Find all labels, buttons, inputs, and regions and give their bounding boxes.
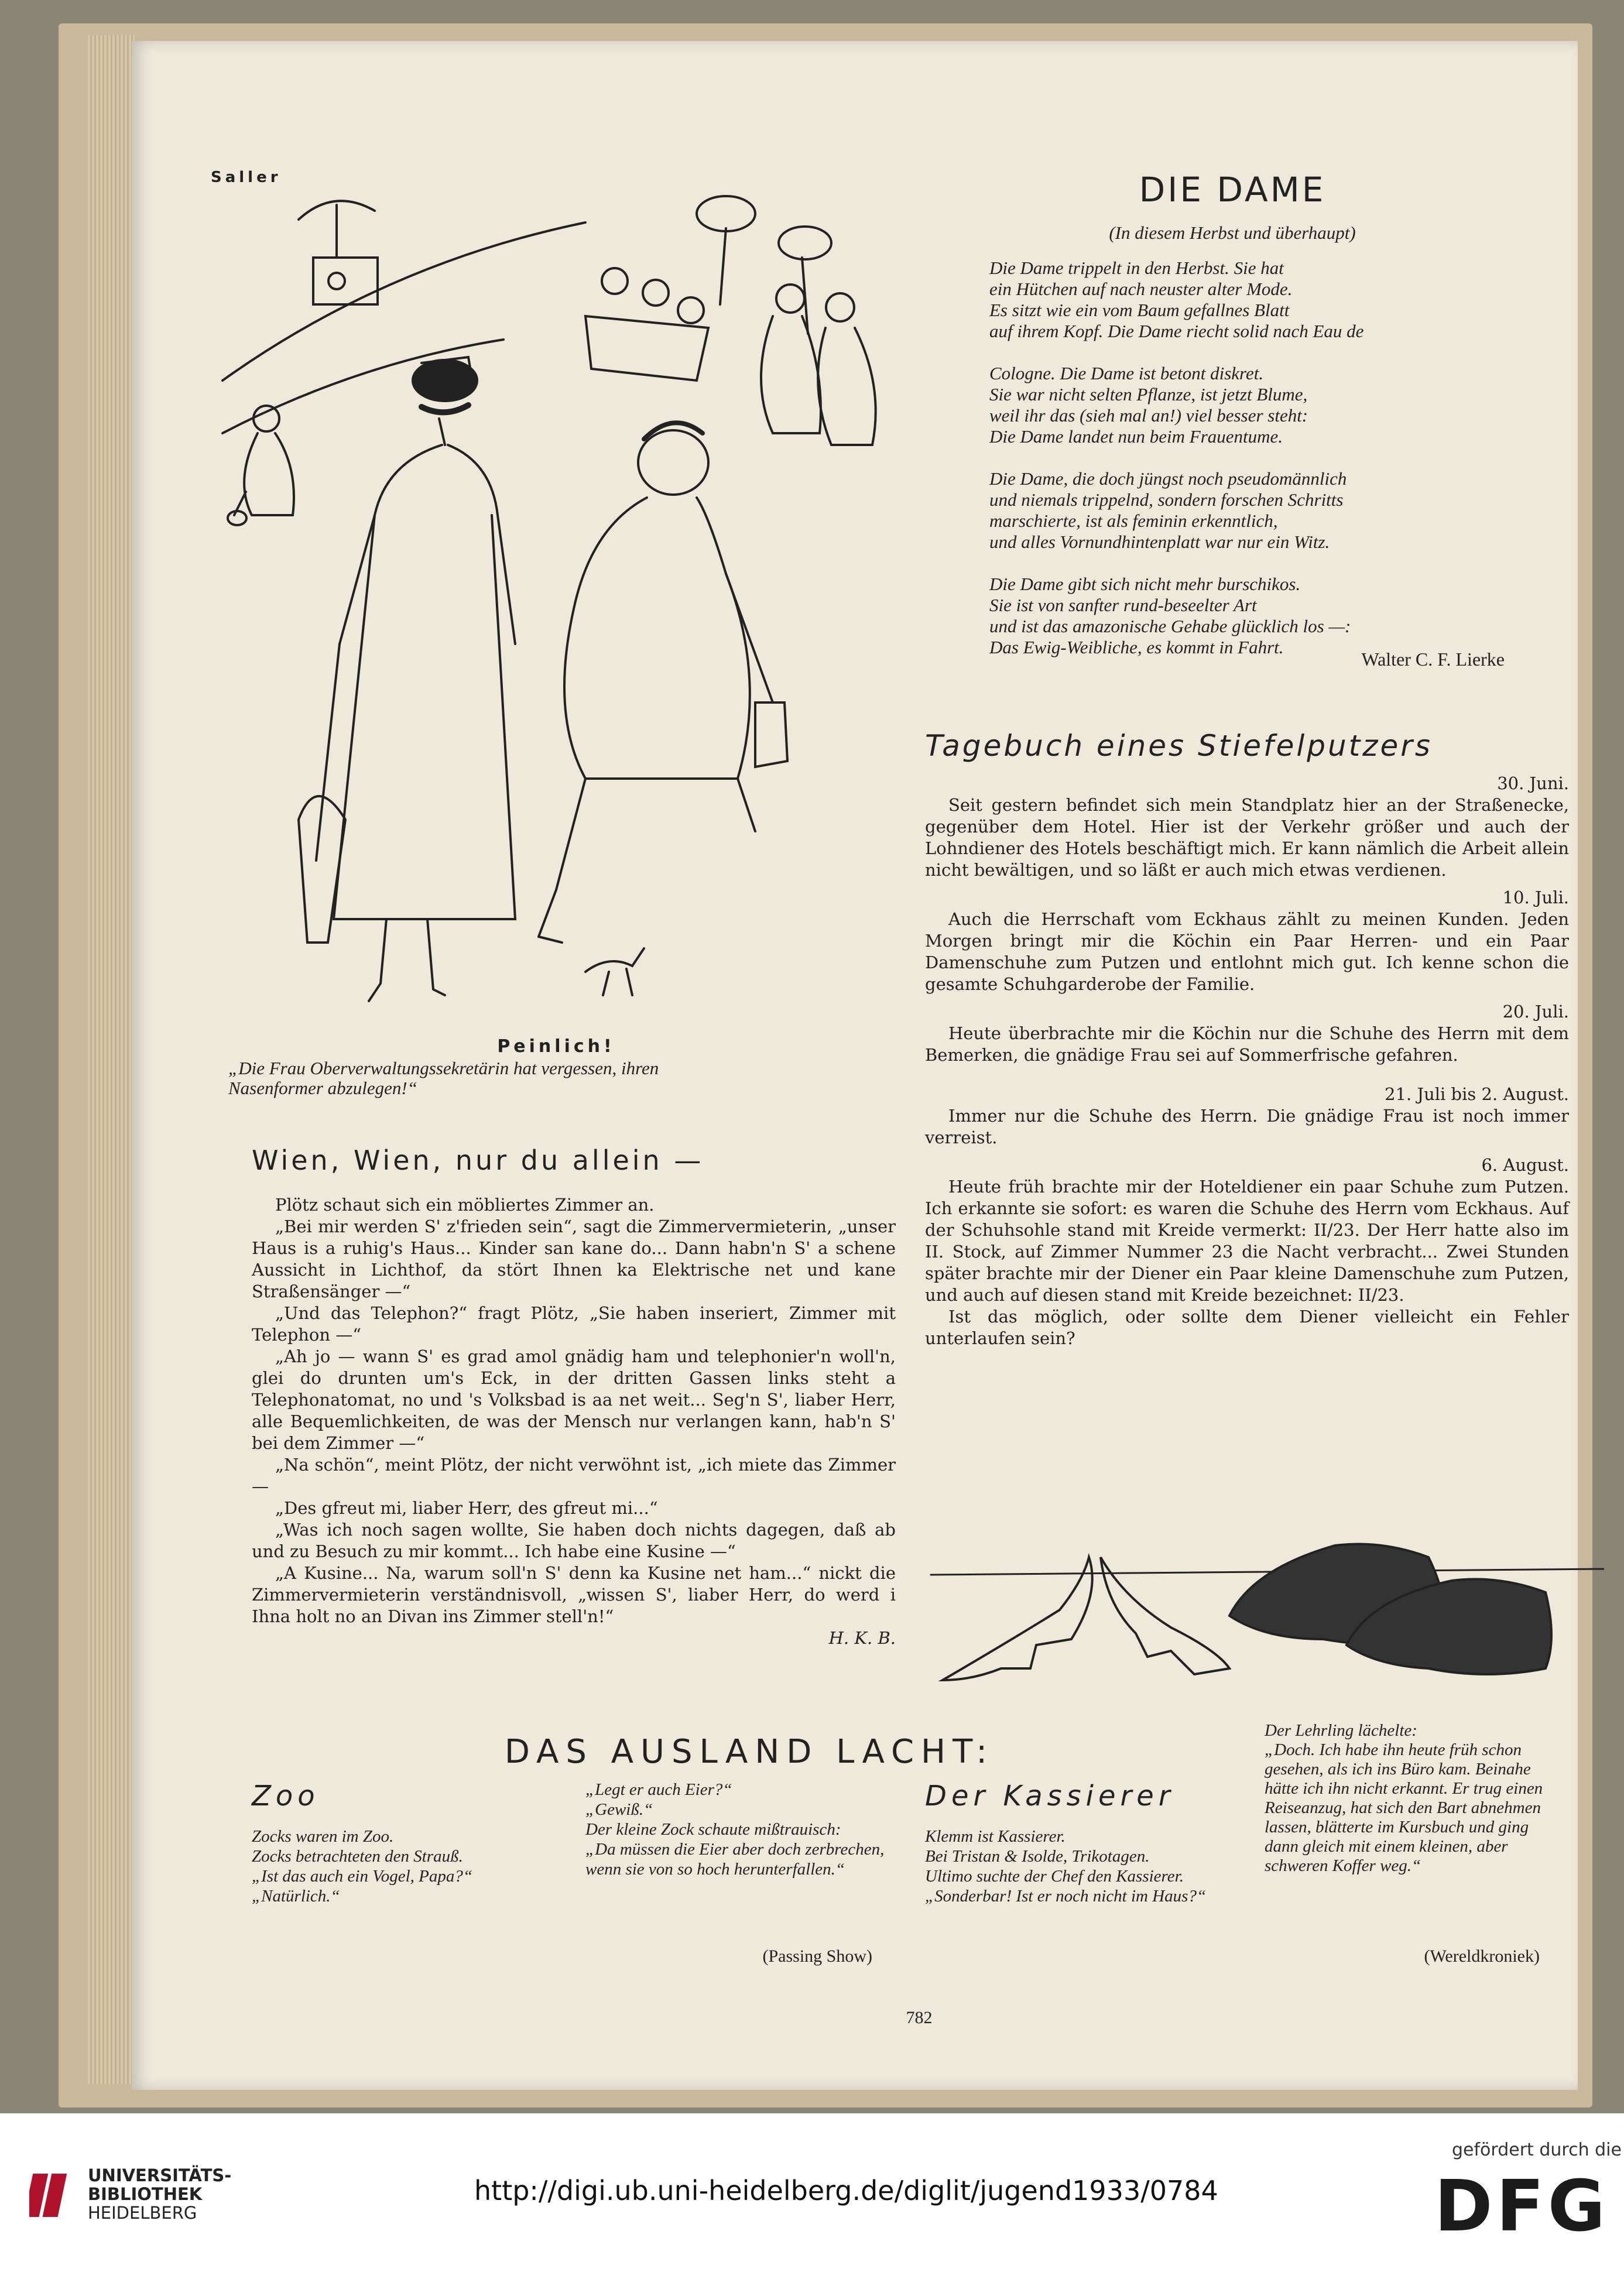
tagebuch-body	[925, 773, 1569, 1349]
wien-body	[252, 1194, 896, 1649]
library-name-line: UNIVERSITÄTS-	[88, 2165, 232, 2185]
zoo-line: „Natürlich.“	[252, 1887, 340, 1906]
zoo-line: „Da müssen die Eier aber doch zerbrechen, wenn sie von so hoch herunterfallen.“	[585, 1840, 885, 1879]
entry-text: Immer nur die Schuhe des Herrn. Die gnädige Frau ist noch immer verreist.	[925, 1106, 1569, 1147]
cartoon-caption	[228, 1058, 902, 1098]
zoo-source: (Passing Show)	[762, 1947, 872, 1966]
university-library-name	[88, 2166, 231, 2222]
poem-line: Die Dame, die doch jüngst noch pseudomännlich	[989, 468, 1347, 489]
library-name-line: BIBLIOTHEK	[88, 2184, 203, 2204]
poem-line: weil ihr das (sieh mal an!) viel besser steht:	[989, 405, 1308, 426]
kassierer-column-2	[1265, 1721, 1551, 1876]
entry-date: 21. Juli bis 2. August.	[1385, 1084, 1569, 1104]
kassierer-source: (Wereldkroniek)	[1424, 1947, 1540, 1966]
wien-paragraph: „Na schön“, meint Plötz, der nicht verwöhnt ist, „ich miete das Zimmer —	[252, 1455, 896, 1496]
cartoon-illustration	[211, 187, 902, 1019]
poem-title: DIE DAME	[1139, 170, 1326, 210]
permalink-url[interactable]: http://digi.ub.uni-heidelberg.de/diglit/jugend1933/0784	[474, 2175, 1218, 2206]
entry-text: Seit gestern befindet sich mein Standplatz hier an der Straßenecke, gegenüber dem Hotel. Hier ist der Verkehr größer und auch der Lohndiener des Hotels beschäftigt mich. Er kann nämlich die Arbeit allein nicht bewältigen, und so läßt er auch mich etwas verdienen.	[925, 795, 1569, 880]
wien-paragraph: „Ah jo — wann S' es grad amol gnädig ham und telephonier'n woll'n, glei do drunten um's Eck, in der dritten Gassen links steht a Telephonatomat, no und 's Volksbad is aa net weit... Seg'n S', liaber Herr, alle Bequemlichkeiten, de was der Mensch nur verlangen kann, hab'n S' bei dem Zimmer —“	[252, 1346, 896, 1453]
zoo-column-2	[585, 1780, 896, 1879]
wien-paragraph: „Bei mir werden S' z'frieden sein“, sagt die Zimmervermieterin, „unser Haus is a ruhig's Haus... Kinder san kane do... Dann habn'n S' a schene Aussicht in Lichthof, da stört Ihnen ka Elektrische net und kane Straßensänger —“	[252, 1216, 896, 1301]
page-stack-edge	[88, 35, 135, 2084]
poem-line: Sie ist von sanfter rund-beseelter Art	[989, 595, 1257, 615]
zoo-line: Der kleine Zock schaute mißtrauisch:	[585, 1820, 841, 1839]
shoes-illustration	[925, 1522, 1604, 1686]
library-name-line: HEIDELBERG	[88, 2203, 197, 2223]
poem-line: Die Dame gibt sich nicht mehr burschikos.	[989, 574, 1301, 594]
poem-line: und niemals trippelnd, sondern forschen Schritts	[989, 489, 1344, 510]
poem-line: Die Dame landet nun beim Frauentume.	[989, 426, 1283, 447]
ausland-header: DAS AUSLAND LACHT:	[504, 1733, 995, 1771]
zoo-column-1	[252, 1826, 556, 1906]
poem-stanza	[989, 574, 1540, 658]
dfg-logo: DFG	[1434, 2166, 1609, 2247]
poem-line: Es sitzt wie ein vom Baum gefallnes Blatt	[989, 300, 1290, 320]
poem-subtitle: (In diesem Herbst und überhaupt)	[1109, 222, 1356, 243]
wien-paragraph: „Was ich noch sagen wollte, Sie haben doch nichts dagegen, daß ab und zu Besuch zu mir kommt... Ich habe eine Kusine —“	[252, 1520, 896, 1561]
wien-paragraph: „A Kusine... Na, warum soll'n S' denn ka Kusine net ham...“ nickt die Zimmervermieterin verständnisvoll, „wissen S', liaber Herr, do werd i Ihna holt no an Divan ins Zimmer stell'n!“	[252, 1563, 896, 1626]
entry-text: Heute überbrachte mir die Köchin nur die Schuhe des Herrn mit dem Bemerken, die gnädige Frau sei auf Sommerfrische gefahren.	[925, 1023, 1569, 1065]
zoo-line: „Ist das auch ein Vogel, Papa?“	[252, 1867, 472, 1886]
zoo-line: Zocks betrachteten den Strauß.	[252, 1847, 463, 1866]
caption-line: Nasenformer abzulegen!“	[228, 1078, 417, 1098]
zoo-title: Zoo	[252, 1780, 320, 1812]
cartoon-caption-title: Peinlich!	[497, 1036, 615, 1057]
poem-line: marschierte, ist als feminin erkenntlich,	[989, 510, 1278, 531]
wien-paragraph: „Des gfreut mi, liaber Herr, des gfreut mi...“	[275, 1498, 658, 1518]
kassierer-line: „Doch. Ich habe ihn heute früh schon gesehen, als ich ins Büro kam. Beinahe hätte ich ihn nicht erkannt. Er trug einen Reiseanzug, hat sich den Bart abnehmen lassen, blätterte im Kursbuch und ging dann gleich mit einem kleinen, aber schweren Koffer weg.“	[1265, 1740, 1543, 1875]
wien-signature: H. K. B.	[828, 1628, 896, 1648]
kassierer-line: Der Lehrling lächelte:	[1265, 1721, 1417, 1740]
page-number: 782	[906, 2008, 933, 2027]
poem-line: Die Dame trippelt in den Herbst. Sie hat	[989, 258, 1284, 278]
zoo-line: „Legt er auch Eier?“	[585, 1780, 732, 1799]
kassierer-line: Klemm ist Kassierer.	[925, 1827, 1065, 1846]
funded-by-label: gefördert durch die	[1452, 2140, 1622, 2160]
wien-paragraph: Plötz schaut sich ein möbliertes Zimmer an.	[275, 1195, 655, 1215]
kassierer-line: Bei Tristan & Isolde, Trikotagen.	[925, 1847, 1150, 1866]
wien-paragraph: „Und das Telephon?“ fragt Plötz, „Sie haben inseriert, Zimmer mit Telephon —“	[252, 1303, 896, 1345]
entry-date: 20. Juli.	[1502, 1002, 1569, 1022]
kassierer-line: „Sonderbar! Ist er noch nicht im Haus?“	[925, 1887, 1207, 1906]
zoo-line: Zocks waren im Zoo.	[252, 1827, 394, 1846]
poem-line: Sie war nicht selten Pflanze, ist jetzt Blume,	[989, 384, 1308, 405]
poem-line: Das Ewig-Weibliche, es kommt in Fahrt.	[989, 637, 1284, 657]
entry-text: Heute früh brachte mir der Hoteldiener ein paar Schuhe zum Putzen. Ich erkannte sie sofort: es waren die Schuhe des Herrn vom Eckhaus. Auf der Schuhsohle stand mit Kreide vermerkt: II/23. Der Herr hatte also im II. Stock, auf Zimmer Nummer 23 die Nacht verbracht... Zwei Stunden später brachte mir der Diener ein Paar kleine Damenschuhe zum Putzen, und auch auf diesen stand mit Kreide bezeichnet: II/23.	[925, 1177, 1569, 1305]
zoo-line: „Gewiß.“	[585, 1800, 653, 1819]
poem-line: auf ihrem Kopf. Die Dame riecht solid nach Eau de	[989, 321, 1364, 341]
poem-body	[989, 258, 1540, 658]
university-library-logo-icon	[29, 2169, 76, 2222]
poem-line: Cologne. Die Dame ist betont diskret.	[989, 363, 1264, 383]
poem-line: und alles Vornundhintenplatt war nur ein Witz.	[989, 532, 1330, 552]
entry-date: 6. August.	[1481, 1155, 1569, 1175]
poem-line: und ist das amazonische Gehabe glücklich los —:	[989, 616, 1351, 636]
poem-author: Walter C. F. Lierke	[1361, 649, 1505, 670]
poem-stanza	[989, 363, 1540, 447]
entry-text: Ist das möglich, oder sollte dem Diener vielleicht ein Fehler unterlaufen sein?	[925, 1307, 1569, 1348]
poem-stanza	[989, 258, 1540, 342]
entry-text: Auch die Herrschaft vom Eckhaus zählt zu meinen Kunden. Jeden Morgen bringt mir die Köchin ein Paar Herren- und ein Paar Damenschuhe zum Putzen und entlohnt mich gut. Ich kenne schon die gesamte Schuhgarderobe der Familie.	[925, 909, 1569, 994]
wien-title: Wien, Wien, nur du allein —	[252, 1144, 704, 1176]
caption-line: „Die Frau Oberverwaltungssekretärin hat vergessen, ihren	[228, 1058, 659, 1078]
poem-line: ein Hütchen auf nach neuster alter Mode.	[989, 279, 1293, 299]
poem-stanza	[989, 468, 1540, 553]
kassierer-title: Der Kassierer	[925, 1780, 1175, 1812]
kassierer-column-1	[925, 1826, 1229, 1906]
kassierer-line: Ultimo suchte der Chef den Kassierer.	[925, 1867, 1184, 1886]
entry-date: 30. Juni.	[1497, 773, 1569, 793]
entry-date: 10. Juli.	[1502, 887, 1569, 907]
tagebuch-title: Tagebuch eines Stiefelputzers	[925, 729, 1433, 763]
artist-label: Saller	[211, 169, 282, 186]
